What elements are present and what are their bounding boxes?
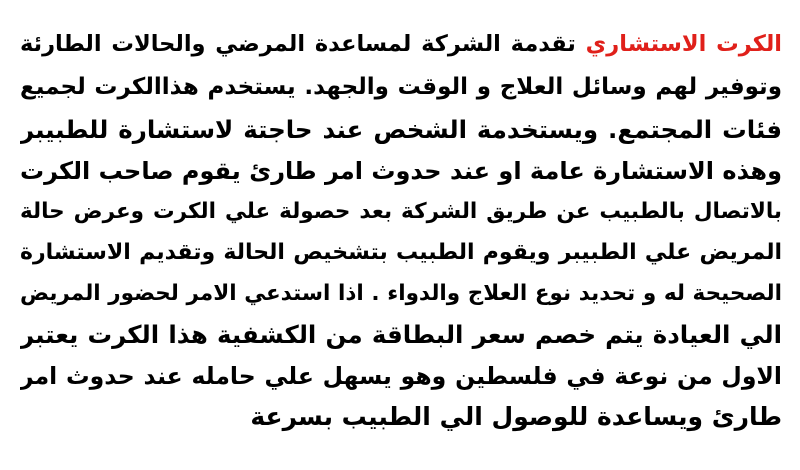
- document-title: الكرت الاستشاري: [585, 31, 782, 57]
- text-line-7: الصحيحة له و تحديد نوع العلاج والدواء . اذا استدعي الامر لحضور المريض: [20, 281, 782, 306]
- text-line-6: المريض علي الطبيبر ويقوم الطبيب بتشخيص الحالة وتقديم الاستشارة: [20, 240, 782, 265]
- text-line-4: وهذه الاستشارة عامة او عند حدوث امر طارئ يقوم صاحب الكرت: [20, 157, 782, 185]
- text-line-1: [20, 22, 782, 66]
- text-line-5: بالاتصال بالطبيب عن طريق الشركة بعد حصولة علي الكرت وعرض حالة: [20, 199, 782, 224]
- text-line-8: الي العيادة يتم خصم سعر البطاقة من الكشفية هذا الكرت يعتبر: [20, 320, 782, 349]
- text-line-2: وتوفير لهم وسائل العلاج و الوقت والجهد. يستخدم هذاالكرت لجميع: [20, 74, 782, 100]
- text-line-10: طارئ ويساعدة للوصول الي الطبيب بسرعة: [250, 402, 782, 431]
- text-line-9: الاول من نوعة في فلسطين وهو يسهل علي حامله عند حدوث امر: [20, 362, 782, 390]
- text-line-3: فئات المجتمع. ويستخدمة الشخص عند حاجتة لاستشارة للطبيبر: [20, 115, 782, 144]
- text-line-1-body: تقدمة الشركة لمساعدة المرضي والحالات الطارئة: [20, 31, 576, 57]
